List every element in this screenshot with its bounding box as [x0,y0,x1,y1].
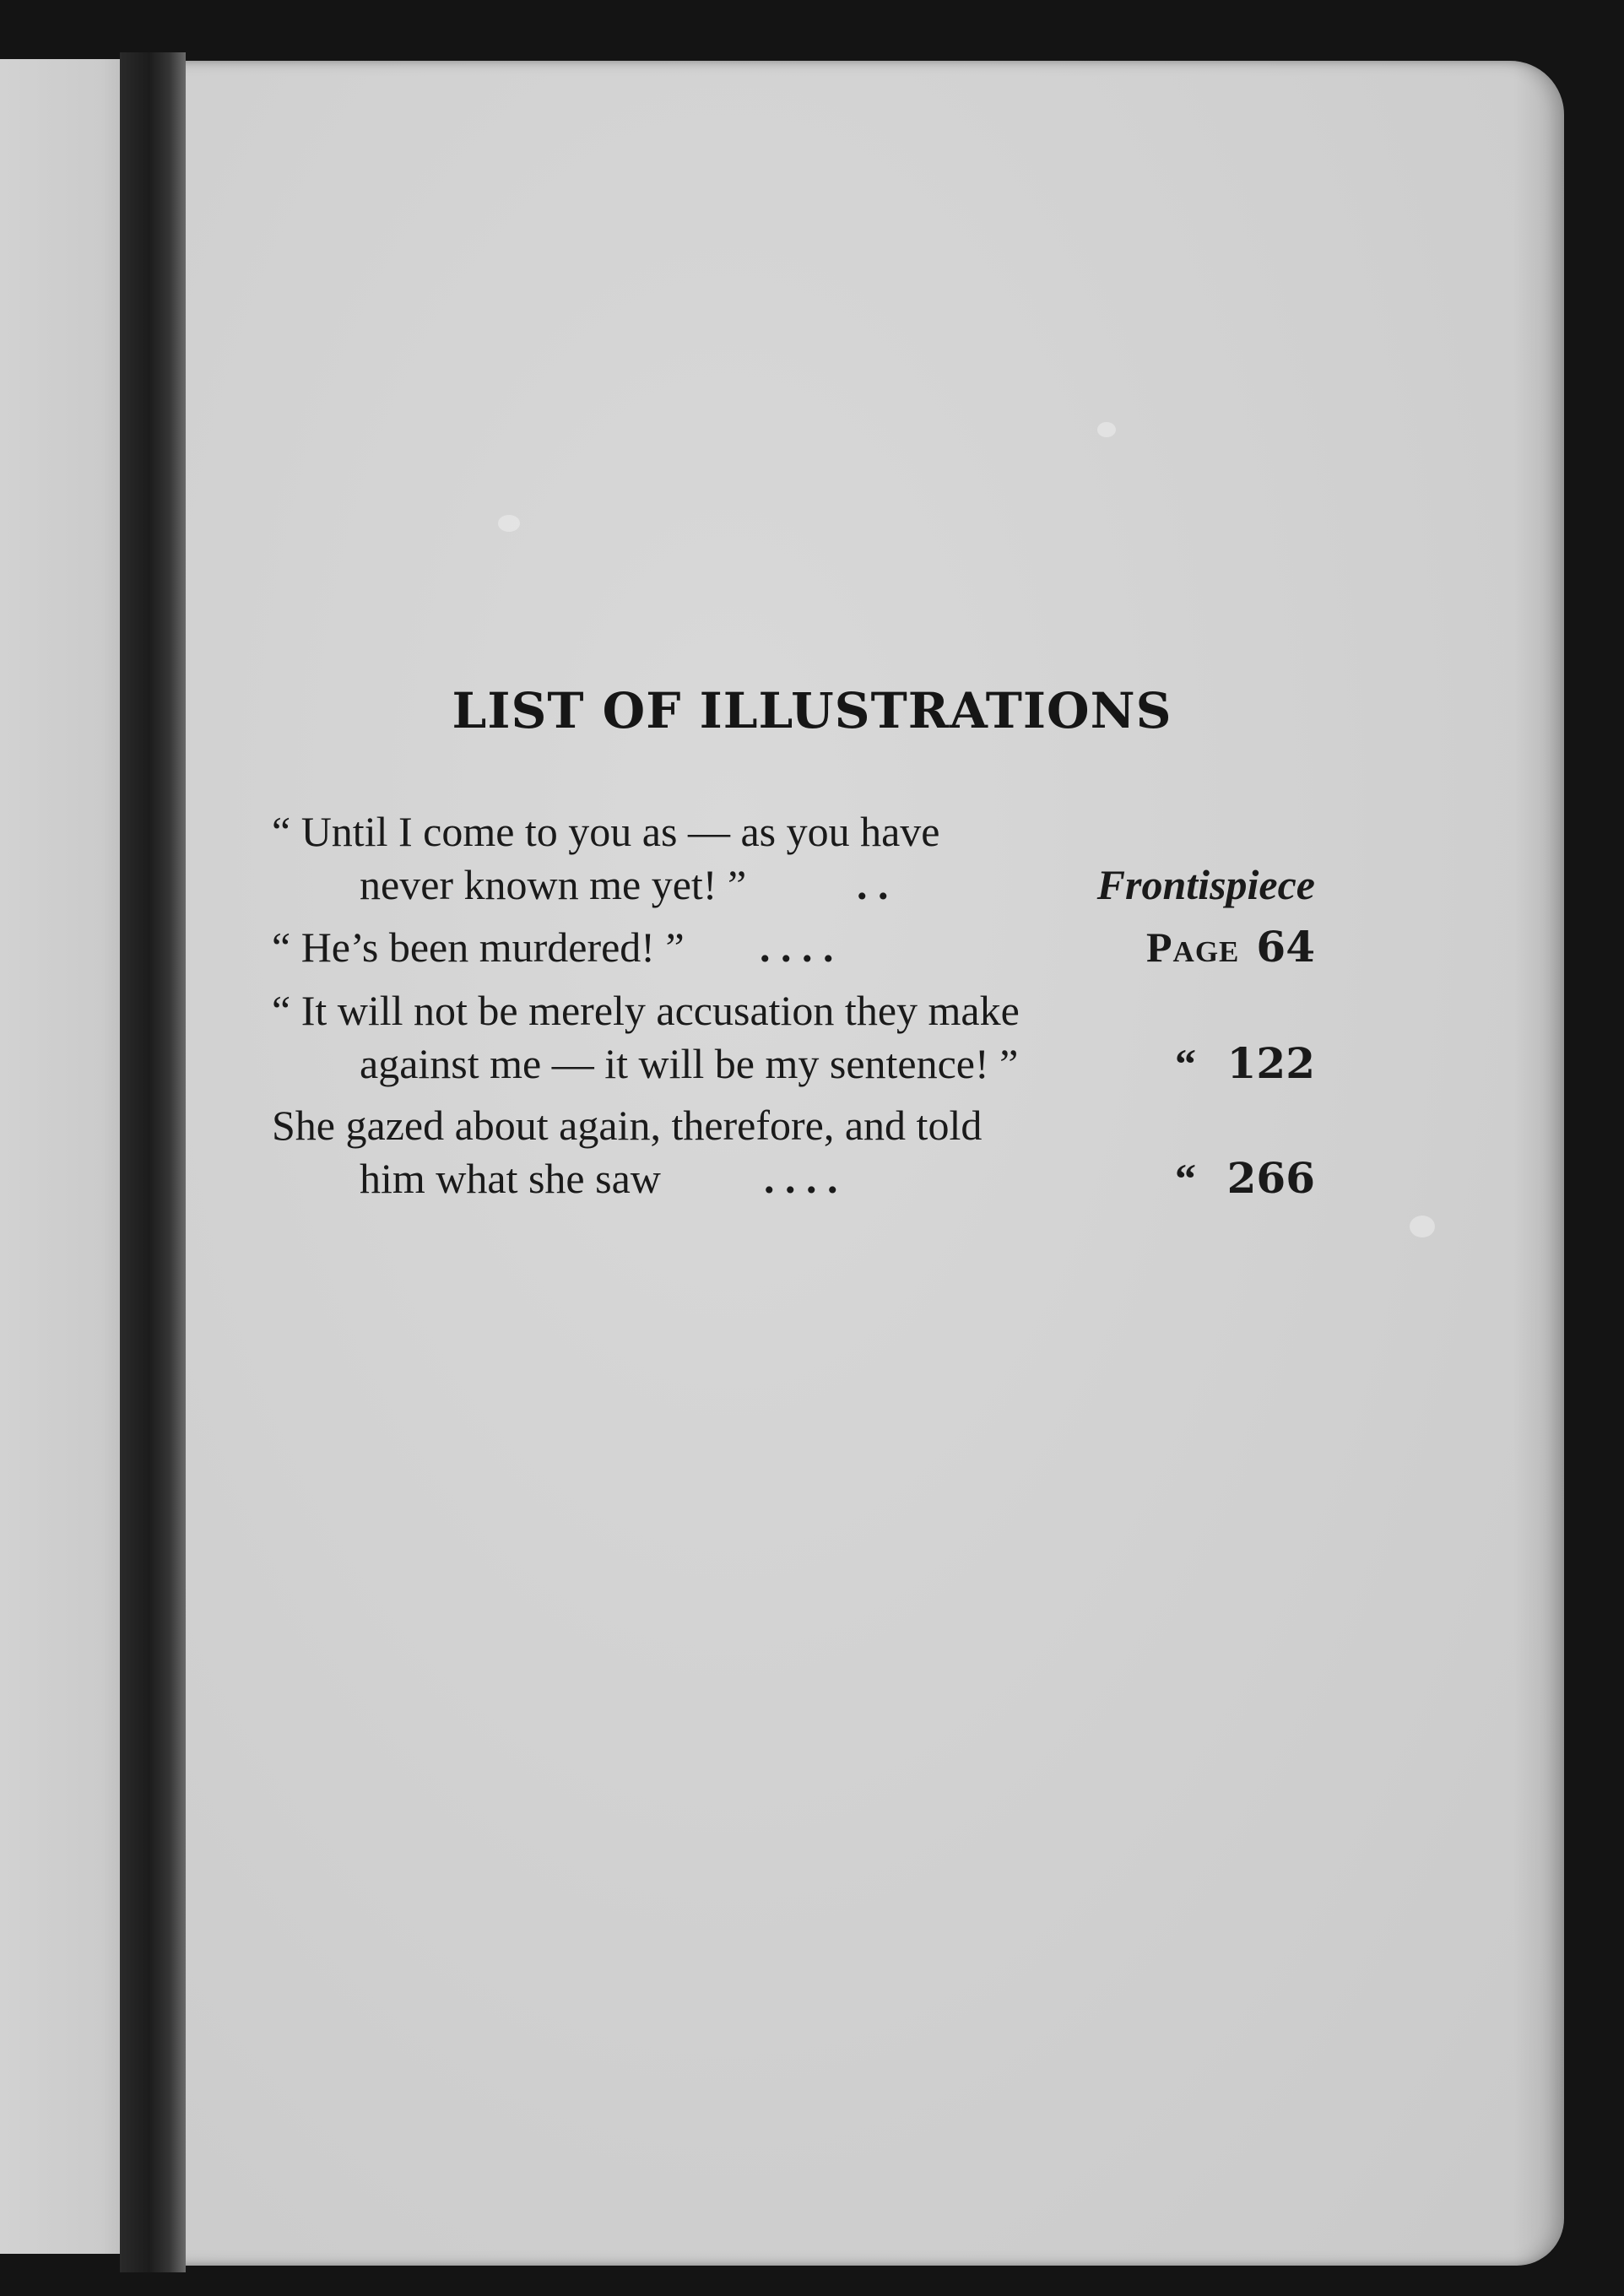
entry-4-leader: . . . . [764,1155,838,1202]
entry-1-line-2: never known me yet! ” [360,861,747,908]
entry-1-line-1: “ Until I come to you as — as you have [272,808,940,855]
entry-3-line-2: against me — it will be my sentence! ” [360,1040,1019,1087]
entry-3-line-1: “ It will not be merely accusation they make [272,987,1020,1034]
paper-blemish [1097,422,1116,437]
entry-4-line-1: She gazed about again, therefore, and told [272,1102,983,1149]
left-page-edge [0,59,127,2254]
entry-3-page-number: 122 [1226,1038,1315,1088]
entry-1-leader: . . [857,861,889,908]
entry-1-reference: Frontispiece [1096,861,1315,908]
page-title: LIST OF ILLUSTRATIONS [452,682,1172,739]
paper-blemish [498,515,520,532]
entry-2-page-label: Page [1146,923,1240,971]
entry-3-ditto-mark: “ [1175,1040,1196,1087]
page-edge-shadow [1513,61,1564,2266]
book-gutter [120,52,186,2272]
paper-blemish [1410,1216,1435,1237]
entry-2-page-number: 64 [1256,922,1315,972]
entry-4-ditto-mark: “ [1175,1155,1196,1202]
entry-4-line-2: him what she saw [360,1155,661,1202]
entry-2-leader: . . . . [760,923,834,971]
entry-2-line-1: “ He’s been murdered! ” [272,923,685,971]
entry-4-page-number: 266 [1226,1153,1315,1203]
